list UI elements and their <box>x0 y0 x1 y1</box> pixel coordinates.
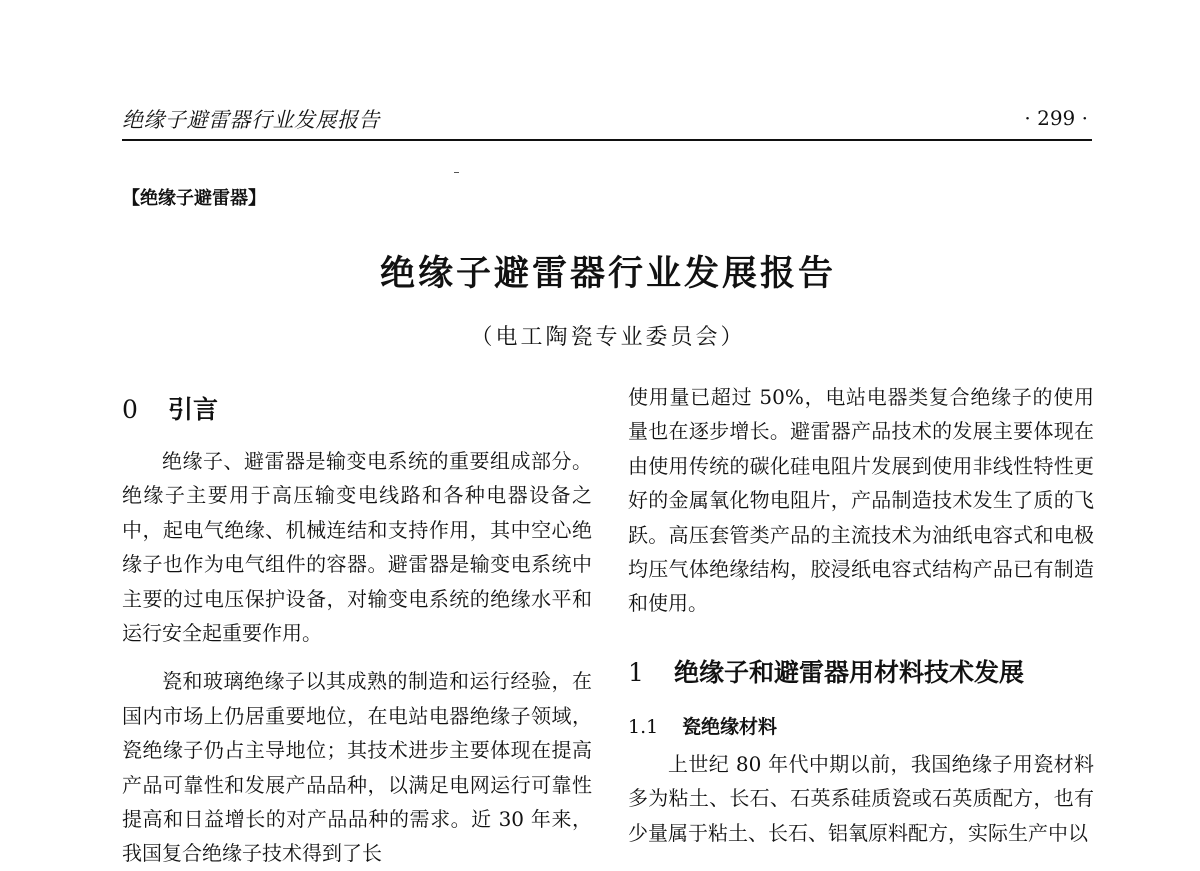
paragraph-continued: 使用量已超过 50%，电站电器类复合绝缘子的使用量也在逐步增长。避雷器产品技术的发展主要体现在由使用传统的碳化硅电阻片发展到使用非线性特性更好的金属氧化物电阻片，产品制造技术发生了质的飞跃。高压套管类产品的主流技术为油纸电容式和电极均压气体绝缘结构，胶浸纸电容式结构产品已有制造和使用。 <box>628 385 1094 616</box>
paragraph: 瓷和玻璃绝缘子以其成熟的制造和运行经验，在国内市场上仍居重要地位，在电站电器绝缘子领域，瓷绝缘子仍占主导地位；其技术进步主要体现在提高产品可靠性和发展产品品种，以满足电网运行可靠性提高和日益增长的对产品品种的需求。近 30 年来，我国复合绝缘子技术得到了长 <box>122 669 592 866</box>
section-number: 0 <box>122 395 138 424</box>
scan-speck <box>454 172 459 173</box>
section-title: 引言 <box>168 395 219 424</box>
running-title: 绝缘子避雷器行业发展报告 <box>122 108 380 132</box>
section-title: 绝缘子和避雷器用材料技术发展 <box>674 657 1025 687</box>
page-number: · 299 · <box>1024 106 1088 130</box>
header-rule <box>122 139 1092 141</box>
subsection-number: 1.1 <box>628 715 659 738</box>
section-tag: 【绝缘子避雷器】 <box>122 188 266 209</box>
paragraph: 上世纪 80 年代中期以前，我国绝缘子用瓷材料多为粘土、长石、石英系硅质瓷或石英质配方，也有少量属于粘土、长石、铝氧原料配方，实际生产中以 <box>628 751 1094 845</box>
section-heading-materials <box>628 645 1094 701</box>
paragraph-gap <box>122 650 592 664</box>
subsection-heading <box>628 707 1094 747</box>
section-number: 1 <box>628 657 644 687</box>
section-heading-intro <box>122 382 592 438</box>
paragraph: 绝缘子、避雷器是输变电系统的重要组成部分。绝缘子主要用于高压输变电线路和各种电器设备之中，起电气绝缘、机械连结和支持作用，其中空心绝缘子也作为电气组件的容器。避雷器是输变电系统中主要的过电压保护设备，对输变电系统的绝缘水平和运行安全起重要作用。 <box>122 449 592 646</box>
right-column <box>628 380 1094 850</box>
author-line: （电工陶瓷专业委员会） <box>470 325 746 350</box>
subsection-title: 瓷绝缘材料 <box>682 715 778 738</box>
page-title: 绝缘子避雷器行业发展报告 <box>379 253 836 294</box>
left-column <box>122 380 592 871</box>
